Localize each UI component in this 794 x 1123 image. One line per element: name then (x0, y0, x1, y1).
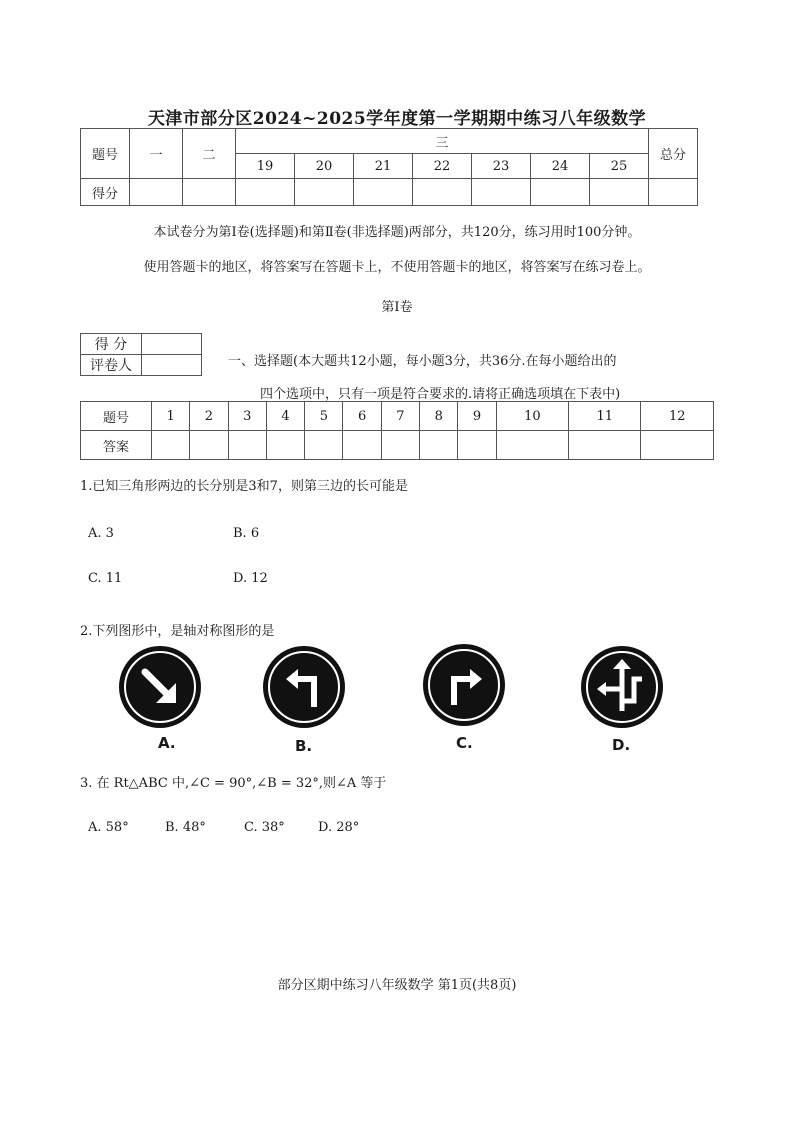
question-3-stem: 3. 在 Rt△ABC 中,∠C = 90°,∠B = 32°,则∠A 等于 (80, 776, 387, 791)
section-1-line-1: 一、选择题(本大题共12小题，每小题3分，共36分.在每小题给出的 (228, 354, 617, 369)
score-col-3-group: 三 (236, 129, 649, 154)
score-cell[interactable] (236, 179, 295, 206)
answer-cell[interactable] (228, 431, 266, 460)
score-sub-col: 19 (236, 154, 295, 179)
grader-name-cell[interactable] (142, 355, 202, 376)
question-3-option-c[interactable]: C. 38° (244, 820, 285, 835)
answer-cell[interactable] (190, 431, 228, 460)
answer-number: 3 (228, 402, 266, 431)
answer-cell[interactable] (343, 431, 381, 460)
score-cell[interactable] (130, 179, 183, 206)
score-table (80, 128, 698, 206)
answer-row-label: 答案 (81, 431, 152, 460)
score-cell[interactable] (531, 179, 590, 206)
score-cell[interactable] (354, 179, 413, 206)
answer-number: 9 (458, 402, 496, 431)
section-1-line-2: 四个选项中，只有一项是符合要求的.请将正确选项填在下表中) (260, 387, 621, 402)
score-row-label: 得分 (81, 179, 130, 206)
score-sub-col: 24 (531, 154, 590, 179)
question-2-label-b: B. (295, 737, 313, 755)
score-sub-col: 21 (354, 154, 413, 179)
answer-table (80, 401, 714, 460)
answer-cell[interactable] (305, 431, 343, 460)
answer-number: 8 (420, 402, 458, 431)
page-footer: 部分区期中练习八年级数学 第1页(共8页) (277, 978, 517, 993)
grader-score-label: 得 分 (81, 334, 142, 355)
question-1-option-d[interactable]: D. 12 (233, 571, 268, 586)
answer-cell[interactable] (266, 431, 304, 460)
question-1-option-c[interactable]: C. 11 (88, 571, 123, 586)
score-sub-col: 25 (590, 154, 649, 179)
answer-cell[interactable] (458, 431, 496, 460)
grader-score-cell[interactable] (142, 334, 202, 355)
arrow-turn-right-sign-icon[interactable] (422, 643, 506, 727)
answer-cell[interactable] (152, 431, 190, 460)
question-1-option-b[interactable]: B. 6 (233, 526, 260, 541)
page-title: 天津市部分区2024~2025学年度第一学期期中练习八年级数学 (147, 109, 647, 129)
answer-cell[interactable] (641, 431, 714, 460)
answer-cell[interactable] (496, 431, 568, 460)
question-3-option-a[interactable]: A. 58° (88, 820, 129, 835)
volume-label: 第Ⅰ卷 (381, 300, 413, 315)
answer-number: 6 (343, 402, 381, 431)
answer-row-label: 题号 (81, 402, 152, 431)
arrow-straight-left-right-sign-icon[interactable] (580, 645, 664, 729)
answer-number: 11 (569, 402, 641, 431)
score-sub-col: 20 (295, 154, 354, 179)
instruction-line-2: 使用答题卡的地区，将答案写在答题卡上，不使用答题卡的地区，将答案写在练习卷上。 (143, 260, 651, 275)
instruction-line-1: 本试卷分为第Ⅰ卷(选择题)和第Ⅱ卷(非选择题)两部分，共120分，练习用时100分钟。 (153, 225, 641, 240)
score-cell[interactable] (649, 179, 698, 206)
question-3-option-b[interactable]: B. 48° (165, 820, 206, 835)
answer-number: 10 (496, 402, 568, 431)
answer-number: 7 (381, 402, 419, 431)
score-cell[interactable] (472, 179, 531, 206)
question-2-stem: 2.下列图形中，是轴对称图形的是 (80, 624, 275, 639)
question-2-label-d: D. (612, 736, 631, 754)
arrow-down-right-sign-icon[interactable] (118, 645, 202, 729)
score-cell[interactable] (413, 179, 472, 206)
question-2-label-c: C. (456, 734, 473, 752)
answer-number: 5 (305, 402, 343, 431)
question-1-option-a[interactable]: A. 3 (88, 526, 114, 541)
score-sub-col: 22 (413, 154, 472, 179)
score-header-label: 题号 (81, 129, 130, 179)
score-cell[interactable] (590, 179, 649, 206)
score-cell[interactable] (295, 179, 354, 206)
score-cell[interactable] (183, 179, 236, 206)
answer-cell[interactable] (420, 431, 458, 460)
answer-number: 12 (641, 402, 714, 431)
grader-table (80, 333, 202, 376)
score-col-1: 一 (130, 129, 183, 179)
question-1-stem: 1.已知三角形两边的长分别是3和7，则第三边的长可能是 (80, 479, 408, 494)
score-total: 总分 (649, 129, 698, 179)
arrow-turn-left-sign-icon[interactable] (262, 645, 346, 729)
grader-name-label: 评卷人 (81, 355, 142, 376)
answer-cell[interactable] (381, 431, 419, 460)
question-3-option-d[interactable]: D. 28° (318, 820, 360, 835)
answer-cell[interactable] (569, 431, 641, 460)
answer-number: 2 (190, 402, 228, 431)
score-sub-col: 23 (472, 154, 531, 179)
answer-number: 1 (152, 402, 190, 431)
answer-number: 4 (266, 402, 304, 431)
score-col-2: 二 (183, 129, 236, 179)
question-2-label-a: A. (158, 734, 176, 752)
